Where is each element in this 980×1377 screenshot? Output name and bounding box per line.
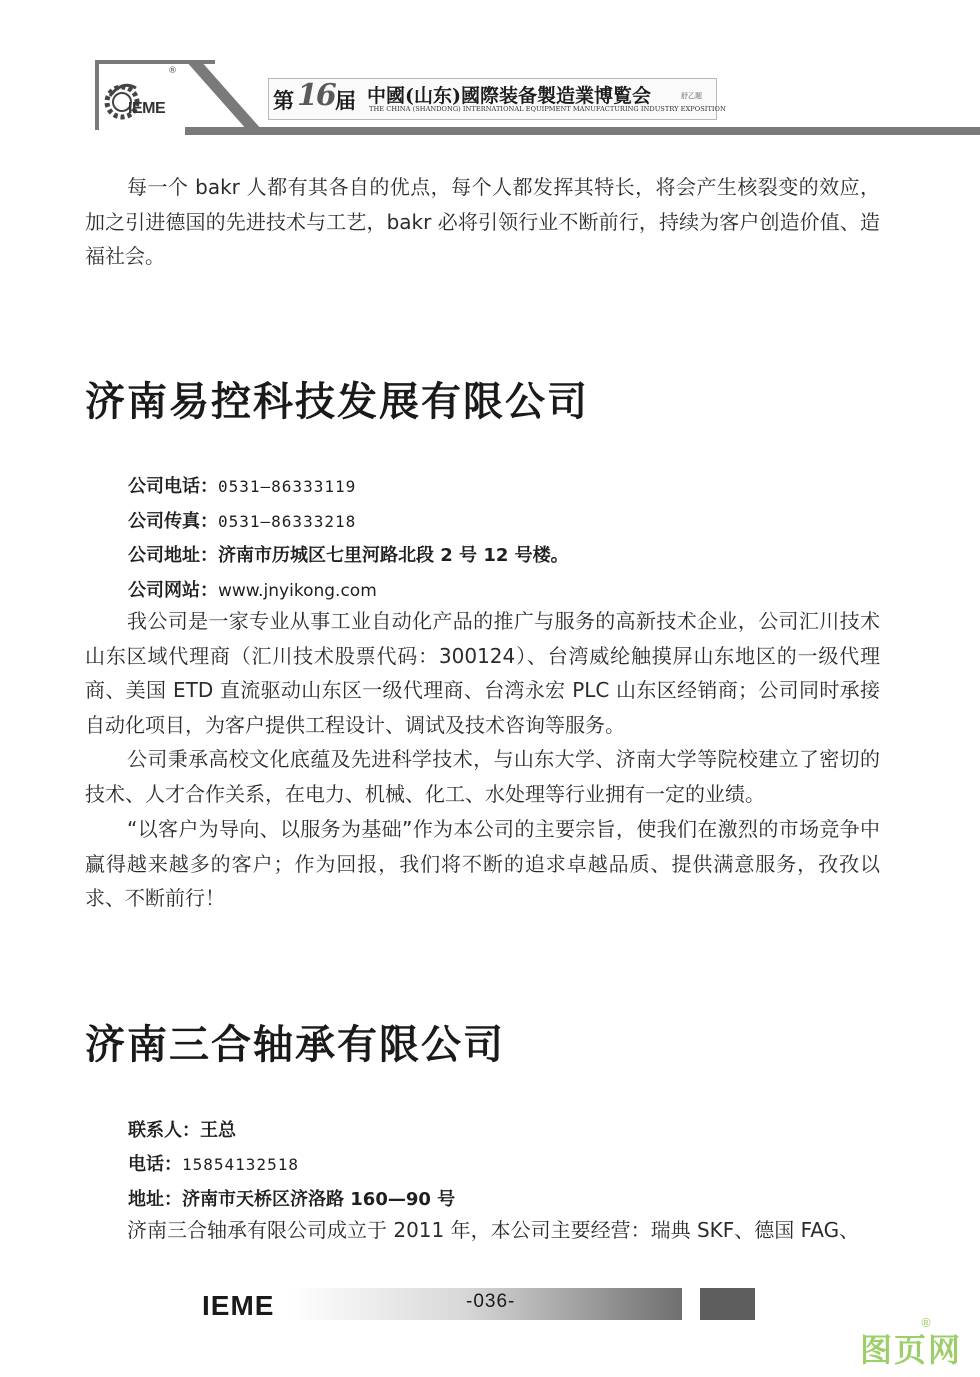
banner-calligrapher: 舒乙题	[681, 92, 702, 100]
footer-dark-block	[700, 1288, 755, 1320]
company2-phone-label: 电话：	[128, 1154, 182, 1175]
company1-phone-label: 公司电话：	[128, 476, 218, 497]
company1-phone: 0531—86333119	[218, 477, 357, 496]
intro-paragraph: 每一个 bakr 人都有其各自的优点，每个人都发挥其特长，将会产生核裂变的效应，加之引进德国的先进技术与工艺，bakr 必将引领行业不断前行，持续为客户创造价值、造福社会。	[85, 175, 880, 268]
company2-phone-line	[128, 1150, 299, 1176]
company2-address-line	[128, 1185, 455, 1211]
banner-suffix: 届	[335, 88, 356, 113]
company1-paragraph-1: 我公司是一家专业从事工业自动化产品的推广与服务的高新技术企业，公司汇川技术山东区域代理商（汇川技术股票代码：300124）、台湾威纶触摸屏山东地区的一级代理商、美国 ETD 直流驱动山东区一级代理商、台湾永宏 PLC 山东区经销商；公司同时承接自动化项目，为客户提供工程设计、调试及技术咨询等服务。	[85, 609, 880, 737]
page-number: -036-	[466, 1291, 516, 1312]
company1-website-label: 公司网站：	[128, 580, 218, 601]
watermark-registered-mark: ®	[920, 1316, 932, 1330]
banner-english-title: THE CHINA (SHANDONG) INTERNATIONAL EQUIPMENT MANUFACTURING INDUSTRY EXPOSITION	[369, 105, 726, 113]
banner-chinese-title: 中國(山东)國際装备製造業博覧会	[367, 85, 651, 107]
company2-contact-line	[128, 1116, 236, 1142]
logo-text: IEME	[128, 100, 166, 117]
header-diagonal-stripe	[185, 60, 262, 130]
company2-title: 济南三合轴承有限公司	[85, 1022, 505, 1068]
company2-contact-label: 联系人：	[128, 1120, 200, 1141]
company1-phone-line	[128, 472, 356, 498]
ieme-logo	[100, 66, 185, 124]
company1-fax: 0531—86333218	[218, 512, 357, 531]
company1-paragraph-2: 公司秉承高校文化底蕴及先进科学技术，与山东大学、济南大学等院校建立了密切的技术、人才合作关系，在电力、机械、化工、水处理等行业拥有一定的业绩。	[85, 747, 880, 806]
banner-edition-number: 16	[297, 78, 335, 113]
header-rule	[185, 127, 980, 135]
company1-address-label: 公司地址：	[128, 545, 218, 566]
watermark: 图页网	[860, 1331, 963, 1369]
company1-title: 济南易控科技发展有限公司	[85, 379, 589, 425]
company1-paragraph-3: “以客户为导向、以服务为基础”作为本公司的主要宗旨，使我们在激烈的市场竞争中赢得越来越多的客户；作为回报，我们将不断的追求卓越品质、提供满意服务，孜孜以求、不断前行！	[85, 817, 880, 910]
company2-contact: 王总	[200, 1120, 236, 1141]
company2-paragraph: 济南三合轴承有限公司成立于 2011 年，本公司主要经营：瑞典 SKF、德国 FAG、	[127, 1218, 860, 1242]
company1-address: 济南市历城区七里河路北段 2 号 12 号楼。	[218, 545, 569, 566]
footer-brand: IEME	[202, 1290, 275, 1321]
company1-website-link[interactable]: www.jnyikong.com	[218, 581, 377, 601]
logo-registered-mark: ®	[168, 66, 177, 76]
company2-address-label: 地址：	[128, 1189, 182, 1210]
banner-prefix: 第	[273, 88, 294, 113]
company1-website-line	[128, 576, 377, 602]
company1-fax-line	[128, 507, 356, 533]
expo-banner	[268, 78, 726, 120]
company2-phone: 15854132518	[182, 1155, 299, 1174]
company2-address: 济南市天桥区济洛路 160—90 号	[182, 1189, 456, 1210]
page-header	[0, 0, 980, 140]
company1-address-line	[128, 541, 569, 567]
company1-fax-label: 公司传真：	[128, 511, 218, 532]
